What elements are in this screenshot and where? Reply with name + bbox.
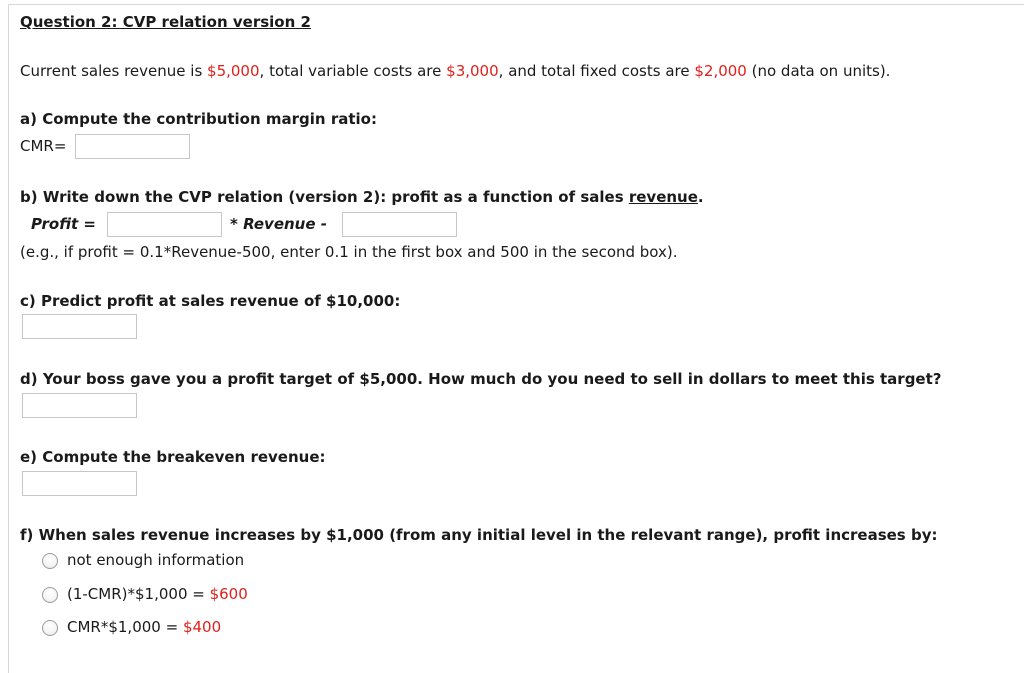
option-1-radio[interactable] bbox=[42, 553, 58, 569]
part-e-heading: e) Compute the breakeven revenue: bbox=[20, 448, 326, 466]
option-1-label[interactable] bbox=[67, 550, 244, 570]
option-2-amount: $600 bbox=[209, 585, 248, 603]
revenue-label: * Revenue - bbox=[230, 215, 327, 233]
option-3-amount: $400 bbox=[182, 618, 222, 636]
part-b-heading-text: b) Write down the CVP relation (version 2): profit as a function of sales bbox=[20, 188, 629, 206]
breakeven-revenue-input[interactable] bbox=[22, 471, 137, 496]
target-sales-input[interactable] bbox=[22, 393, 137, 418]
intro-revenue: $5,000 bbox=[207, 62, 260, 80]
part-b-heading-underlined: revenue bbox=[628, 188, 698, 206]
part-a-heading: a) Compute the contribution margin ratio: bbox=[20, 110, 377, 128]
question-frame bbox=[8, 4, 1024, 673]
intro-variable-costs: $3,000 bbox=[446, 62, 499, 80]
part-c-heading: c) Predict profit at sales revenue of $10,000: bbox=[20, 292, 401, 310]
part-b-heading-end: . bbox=[697, 188, 704, 206]
part-f-heading: f) When sales revenue increases by $1,000 (from any initial level in the relevant range), profit increases by: bbox=[20, 526, 938, 544]
profit-label: Profit = bbox=[31, 215, 97, 233]
option-3-radio[interactable] bbox=[42, 620, 58, 636]
profit-at-10000-input[interactable] bbox=[22, 314, 137, 339]
option-2-radio[interactable] bbox=[42, 587, 58, 603]
intro-part-2: , total variable costs are bbox=[259, 62, 447, 80]
option-2-label[interactable] bbox=[67, 584, 248, 604]
part-b-heading bbox=[20, 187, 704, 207]
cmr-label: CMR= bbox=[20, 137, 67, 155]
question-title: Question 2: CVP relation version 2 bbox=[20, 13, 311, 31]
intro-part-1: Current sales revenue is bbox=[20, 62, 208, 80]
revenue-coefficient-input[interactable] bbox=[107, 212, 222, 237]
option-3-text: CMR*$1,000 = bbox=[67, 618, 183, 636]
option-3-label[interactable] bbox=[67, 617, 221, 637]
intro-fixed-costs: $2,000 bbox=[694, 62, 747, 80]
intro-part-3: , and total fixed costs are bbox=[498, 62, 695, 80]
intro-text bbox=[20, 61, 890, 81]
intro-part-4: (no data on units). bbox=[746, 62, 891, 80]
option-1-text: not enough information bbox=[67, 551, 245, 569]
constant-input[interactable] bbox=[342, 212, 457, 237]
part-b-example: (e.g., if profit = 0.1*Revenue-500, enter 0.1 in the first box and 500 in the second box). bbox=[20, 243, 678, 261]
part-d-heading: d) Your boss gave you a profit target of $5,000. How much do you need to sell in dollars to meet this target? bbox=[20, 370, 942, 388]
option-2-text: (1-CMR)*$1,000 = bbox=[67, 585, 210, 603]
cmr-input[interactable] bbox=[75, 134, 190, 159]
